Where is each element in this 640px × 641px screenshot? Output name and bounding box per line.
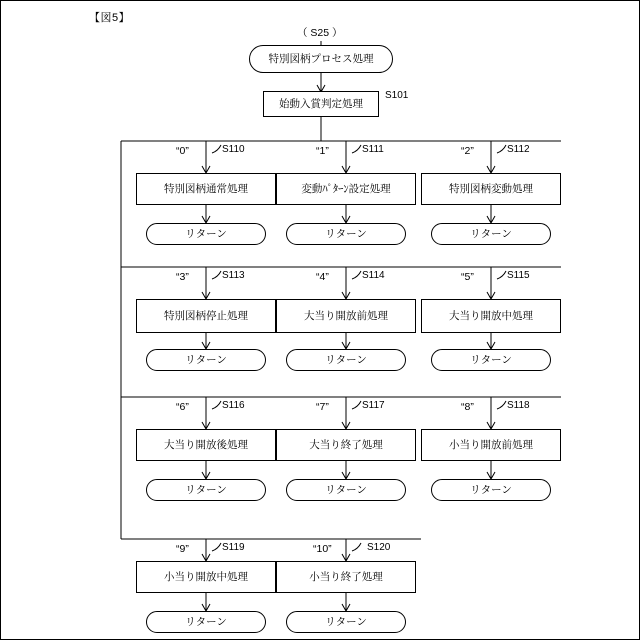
figure-label: 【図5】	[89, 12, 131, 24]
node-return-s110: リターン	[146, 223, 266, 245]
node-process-s110: 特別図柄通常処理	[136, 173, 276, 205]
node-process-s111: 変動ﾊﾟﾀｰﾝ設定処理	[276, 173, 416, 205]
node-process-s116: 大当り開放後処理	[136, 429, 276, 461]
node-return-s116: リターン	[146, 479, 266, 501]
node-return-s115: リターン	[431, 349, 551, 371]
node-return-s114: リターン	[286, 349, 406, 371]
node-return-s120: リターン	[286, 611, 406, 633]
branch-case-10: “10”	[313, 543, 332, 555]
node-return-s118: リターン	[431, 479, 551, 501]
step-label-s117: S117	[362, 400, 385, 411]
node-start-win-judgement: 始動入賞判定処理	[263, 91, 379, 117]
node-return-s117: リターン	[286, 479, 406, 501]
step-label-s112: S112	[507, 144, 530, 155]
step-label-s111: S111	[362, 144, 384, 155]
node-start-process: 特別図柄プロセス処理	[249, 45, 393, 73]
flowchart-canvas	[1, 1, 640, 641]
node-return-s119: リターン	[146, 611, 266, 633]
node-process-s114: 大当り開放前処理	[276, 299, 416, 333]
branch-case-4: “4”	[316, 271, 329, 283]
step-label-s110: S110	[222, 144, 245, 155]
node-process-s117: 大当り終了処理	[276, 429, 416, 461]
step-label-s114: S114	[362, 270, 385, 281]
node-process-s118: 小当り開放前処理	[421, 429, 561, 461]
branch-case-5: “5”	[461, 271, 474, 283]
step-label-s115: S115	[507, 270, 530, 281]
node-return-s113: リターン	[146, 349, 266, 371]
node-return-s112: リターン	[431, 223, 551, 245]
node-return-s111: リターン	[286, 223, 406, 245]
branch-case-3: “3”	[176, 271, 189, 283]
step-label-s118: S118	[507, 400, 530, 411]
step-label-s113: S113	[222, 270, 245, 281]
branch-case-9: “9”	[176, 543, 189, 555]
branch-case-0: “0”	[176, 145, 189, 157]
entry-step-label: （ S25 ）	[297, 27, 343, 39]
step-label-s120: S120	[367, 542, 391, 553]
node-process-s113: 特別図柄停止処理	[136, 299, 276, 333]
branch-case-1: “1”	[316, 145, 329, 157]
node-process-s120: 小当り終了処理	[276, 561, 416, 593]
node-process-s112: 特別図柄変動処理	[421, 173, 561, 205]
branch-case-7: “7”	[316, 401, 329, 413]
step-label-s101: S101	[385, 90, 409, 101]
branch-case-6: “6”	[176, 401, 189, 413]
node-process-s119: 小当り開放中処理	[136, 561, 276, 593]
step-label-s116: S116	[222, 400, 245, 411]
node-process-s115: 大当り開放中処理	[421, 299, 561, 333]
branch-case-8: “8”	[461, 401, 474, 413]
step-label-s119: S119	[222, 542, 245, 553]
branch-case-2: “2”	[461, 145, 474, 157]
